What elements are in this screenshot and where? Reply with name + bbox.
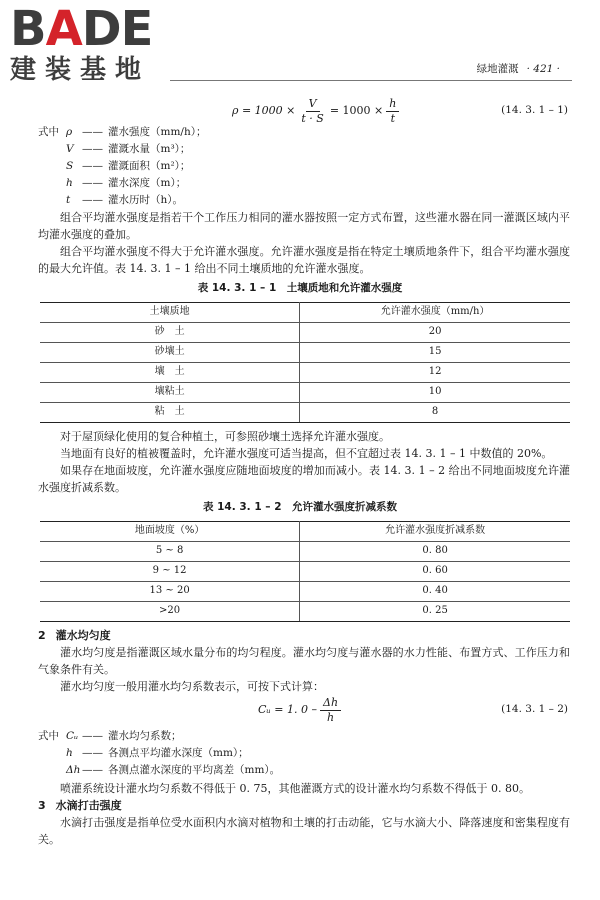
equation-number: (14. 3. 1 – 1) — [501, 104, 568, 116]
section-heading: 3 水滴打击强度 — [38, 799, 122, 812]
paragraph: 灌水均匀度是指灌溉区域水量分布的均匀程度。灌水均匀度与灌水器的水力性能、布置方式、工作压力和气象条件有关。 — [38, 646, 570, 676]
equation-14-3-1-2: Cᵤ = 1. 0 – $\frac{\Delta h}{h}$ (14. 3. 1 – 2) — [258, 695, 568, 724]
logo-subtitle: 建装基地 — [10, 55, 151, 85]
table-row: 壤粘土 10 — [40, 383, 570, 403]
section-heading: 2 灌水均匀度 — [38, 629, 111, 642]
body-text-2 — [38, 428, 570, 496]
definition-row: V —— 灌溉水量（m³）； — [66, 143, 191, 155]
equation-number: (14. 3. 1 – 2) — [501, 703, 568, 715]
table-row: 13 ~ 20 0. 40 — [40, 582, 570, 602]
paragraph: 水滴打击强度是指单位受水面积内水滴对植物和土壤的打击动能，它与水滴大小、降落速度和密集程度有关。 — [38, 816, 570, 846]
table-row: 粘 土 8 — [40, 403, 570, 423]
header-rule — [170, 80, 572, 81]
section-2 — [38, 627, 570, 695]
equation-14-3-1-1: ρ = 1000 × $\frac{V}{t \cdot S}$ = 1000 × $\frac{h}{t}$ (14. 3. 1 – 1) — [232, 96, 568, 125]
running-head — [477, 62, 560, 77]
definition-row: h —— 各测点平均灌水深度（mm）； — [66, 747, 249, 759]
table-row: 5 ~ 8 0. 80 — [40, 542, 570, 562]
definition-row: 式中 ρ —— 灌水强度（mm/h）； — [38, 126, 207, 138]
table-row: 砂壤土 15 — [40, 343, 570, 363]
table-row: 9 ~ 12 0. 60 — [40, 562, 570, 582]
table-2-title: 表 14. 3. 1 – 2 允许灌水强度折减系数 — [202, 501, 398, 513]
definition-row: 式中 Cᵤ —— 灌水均匀系数； — [38, 730, 182, 742]
definition-row: t —— 灌水历时（h）。 — [66, 194, 184, 206]
definition-row: S —— 灌溉面积（m²）； — [66, 160, 191, 172]
table-1-title: 表 14. 3. 1 – 1 土壤质地和允许灌水强度 — [197, 282, 403, 294]
definition-row: h —— 灌水深度（m）； — [66, 177, 187, 189]
table-row: 砂 土 20 — [40, 323, 570, 343]
paragraph: 当地面有良好的植被覆盖时，允许灌水强度可适当提高，但不宜超过表 14. 3. 1 – 1 中数值的 20%。 — [60, 447, 553, 460]
logo — [10, 1, 153, 86]
variable-definitions — [38, 124, 570, 209]
paragraph: 组合平均灌水强度不得大于允许灌水强度。允许灌水强度是指在特定土壤质地条件下，组合平均灌水强度的最大允许值。表 14. 3. 1 – 1 给出不同土壤质地的允许灌水强度。 — [38, 245, 570, 275]
table-row: 壤 土 12 — [40, 363, 570, 383]
paragraph: 组合平均灌水强度是指若干个工作压力相同的灌水器按照一定方式布置，这些灌水器在同一灌溉区域内平均灌水强度的叠加。 — [38, 211, 570, 241]
definition-row: Δh —— 各测点灌水深度的平均离差（mm）。 — [66, 764, 281, 776]
page-number: · 421 · — [526, 63, 560, 75]
table-slope-reduction — [40, 521, 570, 622]
table-soil-texture — [40, 302, 570, 423]
paragraph: 灌水均匀度一般用灌水均匀系数表示，可按下式计算： — [60, 680, 324, 693]
section-3 — [38, 780, 570, 848]
paragraph: 如果存在地面坡度，允许灌水强度应随地面坡度的增加而减小。表 14. 3. 1 – 2 给出不同地面坡度允许灌水强度折减系数。 — [38, 464, 570, 494]
table-header-row: 地面坡度（%） 允许灌水强度折减系数 — [40, 522, 570, 542]
logo-wordmark: BADE — [10, 1, 153, 57]
table-row: >20 0. 25 — [40, 602, 570, 622]
paragraph: 对于屋顶绿化使用的复合种植土，可参照砂壤土选择允许灌水强度。 — [60, 430, 390, 443]
table-header-row: 土壤质地 允许灌水强度（mm/h） — [40, 303, 570, 323]
variable-definitions-2 — [38, 728, 570, 779]
paragraph: 喷灌系统设计灌水均匀系数不得低于 0. 75，其他灌溉方式的设计灌水均匀系数不得低于 0. 80。 — [60, 782, 530, 795]
body-text-1 — [38, 209, 570, 277]
running-head-section: 绿地灌溉 — [476, 63, 519, 75]
